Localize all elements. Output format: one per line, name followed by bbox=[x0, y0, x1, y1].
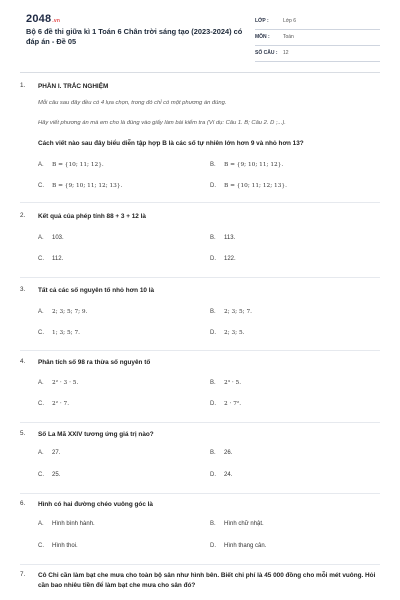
question-separator bbox=[20, 564, 380, 565]
meta-label: SỐ CÂU : bbox=[255, 50, 278, 56]
option-text: 2 · 7². bbox=[224, 401, 242, 407]
option-letter: B. bbox=[210, 450, 216, 456]
option-text: Hình thoi. bbox=[52, 543, 78, 549]
question-separator bbox=[20, 350, 380, 351]
question-separator bbox=[20, 422, 380, 423]
question-separator bbox=[20, 493, 380, 494]
question-text: Kết quả của phép tính 88 + 3 + 12 là bbox=[38, 213, 146, 220]
question-number: 6. bbox=[20, 500, 26, 507]
option-text: B = {10; 11; 12; 13}. bbox=[224, 183, 287, 189]
question-number: 1. bbox=[20, 82, 26, 89]
option-text: 103. bbox=[52, 235, 64, 241]
question-4 bbox=[20, 358, 382, 416]
question-text: Cô Chi cần làm bạt che mưa cho toàn bộ sân như hình bên. Biết chi phí là 45 000 đồng cho mỗi mét vuông. Hỏi cần bao nhiêu tiền để làm bạt che mưa cho sân đó? bbox=[38, 572, 376, 589]
option-c[interactable] bbox=[38, 472, 60, 478]
question-separator bbox=[20, 277, 380, 278]
option-a[interactable] bbox=[38, 450, 60, 456]
option-text: 2; 3; 5. bbox=[224, 330, 245, 336]
option-c[interactable] bbox=[38, 330, 80, 336]
question-number: 3. bbox=[20, 286, 26, 293]
option-text: 122. bbox=[224, 256, 236, 262]
option-text: 2³ · 5. bbox=[224, 380, 242, 386]
section-title: PHẦN I. TRẮC NGHIỆM bbox=[38, 83, 109, 90]
meta-value: Lớp 6 bbox=[283, 18, 297, 24]
option-letter: D. bbox=[210, 543, 216, 549]
option-letter: A. bbox=[38, 162, 44, 168]
option-a[interactable] bbox=[38, 309, 87, 315]
option-letter: C. bbox=[38, 330, 44, 336]
option-b[interactable] bbox=[210, 380, 241, 386]
option-text: B = {9; 10; 11; 12; 13}. bbox=[52, 183, 123, 189]
option-text: Hình thang cân. bbox=[224, 543, 267, 549]
logo-main: 2048 bbox=[26, 13, 52, 25]
instruction-line-2: Hãy viết phương án mà em cho là đúng vào giấy làm bài kiểm tra (Ví dụ: Câu 1. B; Câu 2. D ;...). bbox=[38, 120, 286, 126]
question-text: Hình có hai đường chéo vuông góc là bbox=[38, 501, 153, 508]
option-text: 27. bbox=[52, 450, 61, 456]
question-text: Cách viết nào sau đây biểu diễn tập hợp B là các số tự nhiên lớn hơn 9 và nhỏ hơn 13? bbox=[38, 140, 304, 147]
option-a[interactable] bbox=[38, 162, 104, 168]
option-letter: C. bbox=[38, 472, 44, 478]
option-letter: A. bbox=[38, 309, 44, 315]
question-3 bbox=[20, 286, 382, 344]
option-d[interactable] bbox=[210, 183, 287, 189]
option-text: 2; 3; 5; 7; 9. bbox=[52, 309, 88, 315]
header-divider bbox=[20, 72, 380, 73]
option-letter: B. bbox=[210, 162, 216, 168]
option-text: B = {10; 11; 12}. bbox=[52, 162, 104, 168]
document-title: Bộ 6 đề thi giữa kì 1 Toán 6 Chân trời sáng tạo (2023-2024) có đáp án - Đề 05 bbox=[26, 27, 243, 46]
option-letter: B. bbox=[210, 521, 216, 527]
option-text: 1; 3; 5; 7. bbox=[52, 330, 80, 336]
question-separator bbox=[20, 202, 380, 203]
option-d[interactable] bbox=[210, 330, 245, 336]
question-1 bbox=[20, 82, 382, 194]
option-d[interactable] bbox=[210, 472, 232, 478]
option-letter: D. bbox=[210, 401, 216, 407]
question-text: Số La Mã XXIV tương ứng giá trị nào? bbox=[38, 431, 154, 438]
option-text: Hình bình hành. bbox=[52, 521, 95, 527]
option-text: 2² · 7. bbox=[52, 401, 70, 407]
option-text: 26. bbox=[224, 450, 233, 456]
site-logo[interactable] bbox=[26, 13, 60, 25]
option-c[interactable] bbox=[38, 401, 69, 407]
question-text: Tất cả các số nguyên tố nhỏ hơn 10 là bbox=[38, 287, 155, 294]
option-letter: D. bbox=[210, 256, 216, 262]
option-letter: C. bbox=[38, 183, 44, 189]
meta-label: LỚP : bbox=[255, 18, 269, 24]
meta-row-count bbox=[255, 46, 380, 62]
option-b[interactable] bbox=[210, 309, 252, 315]
option-text: 113. bbox=[224, 235, 236, 241]
meta-row-subject bbox=[255, 30, 380, 46]
option-text: 112. bbox=[52, 256, 64, 262]
question-5 bbox=[20, 430, 382, 488]
logo-tld: .vn bbox=[52, 18, 61, 24]
option-letter: A. bbox=[38, 235, 44, 241]
option-b[interactable] bbox=[210, 521, 264, 527]
option-text: B = {9; 10; 11; 12}. bbox=[224, 162, 284, 168]
option-c[interactable] bbox=[38, 183, 122, 189]
question-7 bbox=[20, 571, 382, 597]
question-number: 7. bbox=[20, 571, 26, 578]
option-text: 24. bbox=[224, 472, 233, 478]
option-c[interactable] bbox=[38, 256, 63, 262]
option-a[interactable] bbox=[38, 380, 78, 386]
option-d[interactable] bbox=[210, 543, 266, 549]
question-2 bbox=[20, 212, 382, 270]
option-letter: A. bbox=[38, 521, 44, 527]
option-d[interactable] bbox=[210, 401, 241, 407]
option-letter: C. bbox=[38, 256, 44, 262]
option-text: 25. bbox=[52, 472, 61, 478]
question-6 bbox=[20, 500, 382, 558]
option-letter: B. bbox=[210, 309, 216, 315]
option-text: 2² · 3 · 5. bbox=[52, 380, 79, 386]
meta-label: MÔN : bbox=[255, 34, 270, 40]
question-number: 4. bbox=[20, 358, 26, 365]
question-text: Phân tích số 98 ra thừa số nguyên tố bbox=[38, 359, 151, 366]
option-b[interactable] bbox=[210, 235, 235, 241]
option-letter: C. bbox=[38, 543, 44, 549]
meta-row-class bbox=[255, 14, 380, 30]
option-letter: B. bbox=[210, 235, 216, 241]
option-letter: C. bbox=[38, 401, 44, 407]
option-b[interactable] bbox=[210, 162, 283, 168]
question-number: 2. bbox=[20, 212, 26, 219]
exam-meta bbox=[255, 14, 380, 62]
question-number: 5. bbox=[20, 430, 26, 437]
option-a[interactable] bbox=[38, 235, 64, 241]
option-text: 2; 3; 5; 7. bbox=[224, 309, 252, 315]
option-b[interactable] bbox=[210, 450, 232, 456]
meta-value: Toán bbox=[283, 34, 294, 40]
option-letter: A. bbox=[38, 380, 44, 386]
option-letter: A. bbox=[38, 450, 44, 456]
instruction-line-1: Mỗi câu sau đây đều có 4 lựa chọn, trong đó chỉ có một phương án đúng. bbox=[38, 100, 227, 106]
document-header bbox=[0, 0, 400, 60]
option-letter: B. bbox=[210, 380, 216, 386]
option-letter: D. bbox=[210, 330, 216, 336]
option-letter: D. bbox=[210, 472, 216, 478]
option-text: Hình chữ nhật. bbox=[224, 521, 264, 527]
option-a[interactable] bbox=[38, 521, 95, 527]
option-letter: D. bbox=[210, 183, 216, 189]
meta-value: 12 bbox=[283, 50, 289, 56]
option-c[interactable] bbox=[38, 543, 78, 549]
option-d[interactable] bbox=[210, 256, 236, 262]
